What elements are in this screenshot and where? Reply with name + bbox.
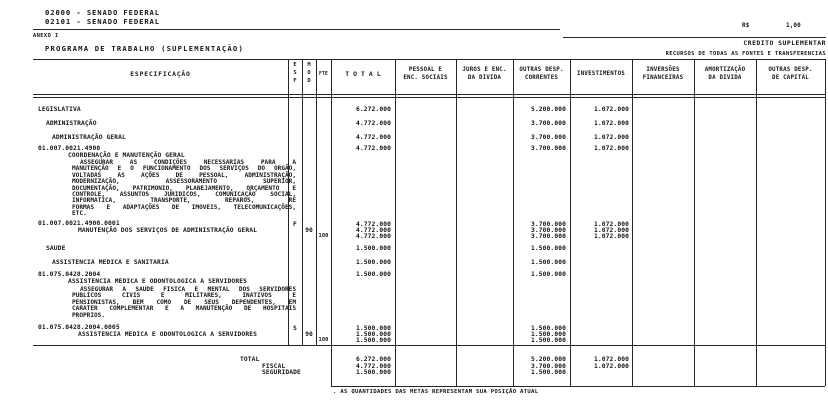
totals-fiscal-label: FISCAL (262, 363, 286, 370)
row-administracao-invest: 1.072.000 (593, 120, 629, 127)
header-rule-left (33, 29, 560, 30)
col-header-outras-correntes-1: OUTRAS DESP. (519, 67, 564, 73)
descricao-line: ETC. (72, 210, 87, 218)
table-vline-total (395, 59, 396, 386)
row-subtitulo-2004-0005-esf: S (293, 325, 297, 332)
credit-type-label: CREDITO SUPLEMENTAR (743, 39, 826, 47)
row-atividade-2004-label: ASSISTENCIA MEDICA E ODONTOLOGICA A SERVIDORES (68, 278, 247, 285)
col-header-juros-2: DA DIVIDA (467, 75, 502, 81)
anexo-label: ANEXO I (33, 33, 59, 39)
row-legislativa-invest: 1.072.000 (593, 106, 629, 113)
totals-invest-2: 1.072.000 (593, 363, 629, 370)
table-vline-pessoal (456, 59, 457, 386)
col-header-amortizacao-1: AMORTIZAÇÃO (704, 67, 746, 73)
col-header-juros-1: JUROS E ENC. (462, 67, 507, 73)
row-subtitulo-2004-0005-code: 01.075.0428.2004.0005 (38, 324, 120, 331)
totals-invest-1: 1.072.000 (593, 356, 629, 363)
row-subtitulo-4900-0001-outras-1: 3.700.000 (530, 221, 566, 228)
row-atividade-4900-invest: 1.072.000 (593, 145, 629, 152)
row-atividade-4900-total: 4.772.000 (355, 145, 391, 152)
table-vline-esf (302, 59, 303, 345)
col-header-outras-capital-2: DE CAPITAL (772, 75, 809, 81)
col-header-outras-correntes-2: CORRENTES (524, 75, 559, 81)
table-vline-juros (513, 59, 514, 386)
atividade-4900-descricao (72, 160, 296, 218)
row-subtitulo-4900-0001-total-3: 4.772.000 (355, 233, 391, 240)
row-assistencia-medica-total: 1.500.000 (355, 259, 391, 266)
row-atividade-4900-outras: 3.700.000 (530, 145, 566, 152)
table-vline-invest (632, 59, 633, 386)
descricao-line: PUBLICOS CIVIS E MILITARES, INATIVOS E (72, 292, 296, 300)
row-administracao-total: 4.772.000 (355, 120, 391, 127)
row-subtitulo-4900-0001-outras-2: 3.700.000 (530, 227, 566, 234)
totals-label: TOTAL (240, 356, 260, 363)
table-vline-inversoes (694, 59, 695, 386)
col-header-mod-o: O (307, 70, 311, 76)
col-header-mod-m: M (307, 62, 311, 68)
row-subtitulo-2004-0005-mod: 90 (305, 331, 313, 338)
col-header-pessoal-1: PESSOAL E (408, 67, 443, 73)
atividade-2004-descricao (72, 287, 296, 319)
row-administracao-outras: 3.700.000 (530, 120, 566, 127)
row-administracao-geral-outras: 3.700.000 (530, 134, 566, 141)
totals-total-3: 1.500.000 (355, 369, 391, 376)
table-header-rule-2 (33, 97, 826, 98)
totals-total-2: 4.772.000 (355, 363, 391, 370)
currency-value: 1,00 (786, 22, 801, 29)
row-saude-total: 1.500.000 (355, 245, 391, 252)
descricao-line: PROPRIOS. (72, 311, 106, 319)
col-header-outras-capital-1: OUTRAS DESP. (768, 67, 813, 73)
col-header-investimentos: INVESTIMENTOS (577, 71, 625, 77)
row-subtitulo-2004-0005-outras-1: 1.500.000 (530, 325, 566, 332)
totals-total-1: 6.272.000 (355, 356, 391, 363)
table-vline-fte (331, 59, 332, 386)
row-subtitulo-2004-0005-total-2: 1.500.000 (355, 331, 391, 338)
totals-outras-2: 3.700.000 (530, 363, 566, 370)
col-header-esf-e: E (293, 62, 297, 68)
row-assistencia-medica-outras: 1.500.000 (530, 259, 566, 266)
table-top-rule (33, 59, 826, 60)
table-vline-right-edge (825, 59, 826, 386)
row-subtitulo-2004-0005-total-1: 1.500.000 (355, 325, 391, 332)
org-code-line-2: 02101 - SENADO FEDERAL (45, 17, 160, 26)
row-administracao-geral-total: 4.772.000 (355, 134, 391, 141)
col-header-esf-f: F (293, 78, 297, 84)
row-subtitulo-2004-0005-outras-3: 1.500.000 (530, 337, 566, 344)
row-subtitulo-4900-0001-invest-2: 1.072.000 (593, 227, 629, 234)
row-saude-outras: 1.500.000 (530, 245, 566, 252)
row-atividade-2004-code: 01.075.0428.2004 (38, 271, 101, 278)
header-rule-right (563, 37, 826, 38)
table-body-bottom-rule (33, 345, 826, 346)
row-legislativa-total: 6.272.000 (355, 106, 391, 113)
col-header-inversoes-2: FINANCEIRAS (642, 75, 684, 81)
row-subtitulo-2004-0005-total-3: 1.500.000 (355, 337, 391, 344)
descricao-line: FORMAS E ADAPTAÇÕES DE IMOVEIS, TELECOMUNICAÇÕES, (72, 203, 296, 211)
row-subtitulo-4900-0001-invest-1: 1.072.000 (593, 221, 629, 228)
descricao-line: VOLTADAS AS AÇÕES DE PESSOAL, ADMINISTRAÇÃO, (72, 171, 296, 179)
row-subtitulo-2004-0005-outras-2: 1.500.000 (530, 331, 566, 338)
descricao-line: PENSIONISTAS, BEM COMO DE SEUS DEPENDENTES, EM (72, 298, 296, 306)
row-legislativa-label: LEGISLATIVA (38, 106, 81, 113)
row-subtitulo-4900-0001-outras-3: 3.700.000 (530, 233, 566, 240)
descricao-line: ASSEGURAR AS CONDIÇÕES NECESSARIAS PARA A (80, 159, 296, 166)
row-atividade-4900-label: COORDENAÇÃO E MANUTENÇÃO GERAL (68, 152, 185, 159)
row-administracao-label: ADMINISTRAÇÃO (46, 120, 97, 127)
page-title: PROGRAMA DE TRABALHO (SUPLEMENTAÇÃO) (45, 44, 244, 53)
row-subtitulo-4900-0001-code: 01.007.0021.4900.0001 (38, 220, 120, 227)
row-legislativa-outras: 5.200.000 (530, 106, 566, 113)
footnote: . AS QUANTIDADES DAS METAS REPRESENTAM SUA POSIÇÃO ATUAL (333, 389, 539, 395)
col-header-amortizacao-2: DA DIVIDA (708, 75, 742, 81)
descricao-line: CARATER COMPLEMENTAR E A MANUTENÇÃO DE HOSPITAIS (72, 305, 296, 313)
row-atividade-4900-code: 01.007.0021.4900 (38, 145, 101, 152)
resources-note: RECURSOS DE TODAS AS FONTES E TRANSFERENCIAS (665, 51, 826, 57)
row-assistencia-medica-label: ASSISTENCIA MEDICA E SANITARIA (52, 259, 169, 266)
row-subtitulo-4900-0001-total-2: 4.772.000 (355, 227, 391, 234)
col-header-especificacao: ESPECIFICAÇÃO (130, 70, 191, 78)
row-administracao-geral-invest: 1.072.000 (593, 134, 629, 141)
descricao-line: CONTROLE, ASSUNTOS JURIDICOS, COMUNICAÇÃO SOCIAL, (72, 191, 296, 199)
row-administracao-geral-label: ADMINISTRAÇÃO GERAL (52, 134, 126, 141)
currency-symbol: R$ (742, 22, 750, 29)
totals-outras-3: 1.500.000 (530, 369, 566, 376)
col-header-pessoal-2: ENC. SOCIAIS (403, 75, 448, 81)
row-subtitulo-2004-0005-label: ASSISTENCIA MEDICA E ODONTOLOGICA A SERVIDORES (78, 331, 257, 338)
col-header-inversoes-1: INVERSÕES (646, 67, 680, 73)
descricao-line: ASSEGURAR A SAUDE FISICA E MENTAL DOS SERVIDORES (80, 286, 296, 293)
descricao-line: MODERNIZAÇÃO, ASSESSORAMENTO SUPERIOR, (72, 178, 296, 186)
org-code-line-1: 02000 - SENADO FEDERAL (45, 8, 160, 17)
row-subtitulo-4900-0001-mod: 90 (305, 227, 313, 234)
row-subtitulo-4900-0001-esf: F (293, 221, 297, 228)
row-subtitulo-4900-0001-invest-3: 1.072.000 (593, 233, 629, 240)
table-header-rule-1 (33, 94, 826, 95)
totals-seguridade-label: SEGURIDADE (262, 369, 301, 376)
table-vline-mod (316, 59, 317, 345)
row-saude-label: SAUDE (46, 245, 66, 252)
col-header-total: T O T A L (345, 70, 381, 78)
row-atividade-2004-outras: 1.500.000 (530, 271, 566, 278)
table-total-bottom-rule (331, 386, 825, 387)
row-subtitulo-4900-0001-total-1: 4.772.000 (355, 221, 391, 228)
descricao-line: DOCUMENTAÇÃO, PATRIMONIO, PLANEJAMENTO, ORÇAMENTO E (72, 184, 296, 192)
col-header-fte: FTE (319, 72, 328, 77)
totals-outras-1: 5.200.000 (530, 356, 566, 363)
table-vline-outras (570, 59, 571, 386)
col-header-mod-d: D (307, 78, 311, 84)
row-atividade-2004-total: 1.500.000 (355, 271, 391, 278)
descricao-line: MANUTENÇÃO E O FUNCIONAMENTO DOS SERVIÇOS DO ORGÃO, (72, 165, 296, 173)
descricao-line: INFORMATICA, TRANSPORTE, REPAROS, RE (72, 197, 296, 205)
col-header-esf-s: S (293, 70, 297, 76)
row-subtitulo-4900-0001-fte: 100 (318, 233, 329, 239)
row-subtitulo-2004-0005-fte: 100 (318, 337, 329, 343)
table-vline-amort (756, 59, 757, 386)
row-subtitulo-4900-0001-label: MANUTENÇÃO DOS SERVIÇOS DE ADMINISTRAÇÃO GERAL (78, 227, 257, 234)
